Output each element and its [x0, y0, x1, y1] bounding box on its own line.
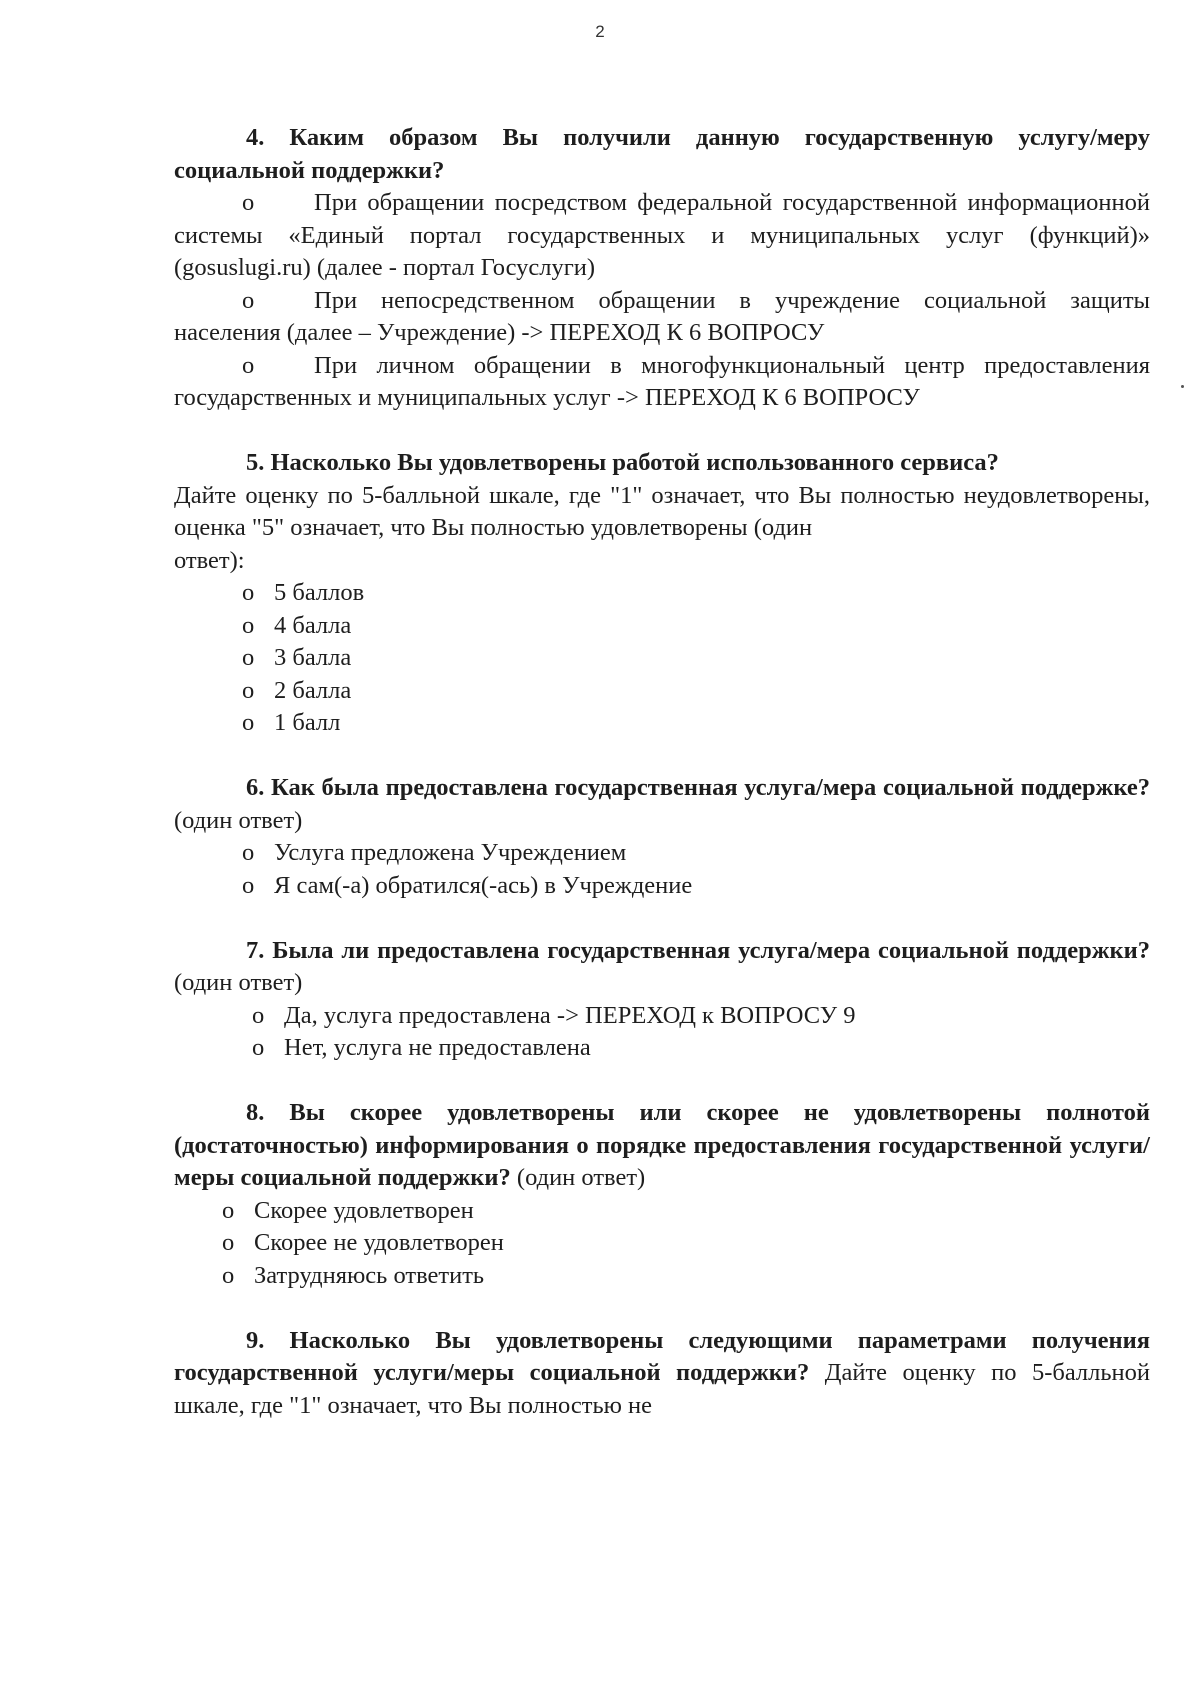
question-7 [174, 935, 1150, 1065]
radio-marker[interactable]: o [242, 839, 255, 866]
question-8-options [174, 1195, 1150, 1293]
list-item[interactable] [174, 577, 1150, 610]
list-item[interactable] [174, 707, 1150, 740]
option-text: Да, услуга предоставлена -> ПЕРЕХОД к ВОПРОСУ 9 [284, 1001, 856, 1029]
radio-marker[interactable]: o [222, 1196, 235, 1224]
option-text: 1 балл [274, 709, 341, 736]
list-item[interactable] [174, 1227, 1150, 1260]
list-item[interactable] [174, 1195, 1150, 1228]
radio-marker[interactable]: o [242, 871, 255, 899]
question-5-title: 5. Насколько Вы удовлетворены работой использованного сервиса? [246, 449, 999, 476]
list-item[interactable] [174, 1000, 1150, 1033]
list-item[interactable] [174, 610, 1150, 643]
list-item[interactable] [174, 675, 1150, 708]
radio-marker[interactable]: o [242, 644, 255, 671]
radio-marker[interactable]: o [242, 579, 255, 606]
list-item[interactable] [174, 1260, 1150, 1293]
option-text: При непосредственном обращении в учреждение социальной защиты населения (далее – Учреждение) -> ПЕРЕХОД К 6 ВОПРОСУ [174, 286, 1150, 346]
question-8-title: 8. Вы скорее удовлетворены или скорее не удовлетворены полнотой (достаточностью) информирования о порядке предоставления государственной услуги/меры социальной поддержки? (один ответ) [174, 1099, 1150, 1191]
option-text: 2 балла [274, 676, 352, 704]
question-4-option-3[interactable] [174, 350, 1150, 415]
radio-marker[interactable]: o [222, 1261, 235, 1289]
document-body [174, 122, 1150, 1422]
radio-marker[interactable]: o [242, 351, 255, 379]
radio-marker[interactable]: o [242, 611, 255, 639]
option-text: Нет, услуга не предоставлена [284, 1034, 591, 1061]
radio-marker[interactable]: o [242, 676, 255, 704]
page-number: 2 [595, 22, 605, 41]
radio-marker[interactable]: o [242, 189, 255, 216]
question-8-note: (один ответ) [516, 1164, 646, 1191]
option-text: 5 баллов [274, 579, 365, 606]
question-7-options [174, 1000, 1150, 1065]
question-6 [174, 772, 1150, 902]
option-text: При личном обращении в многофункциональный центр предоставления государственных и муниципальных услуг -> ПЕРЕХОД К 6 ВОПРОСУ [174, 351, 1150, 411]
question-6-options [174, 837, 1150, 902]
list-item[interactable] [174, 1032, 1150, 1065]
question-5-options [174, 577, 1150, 740]
radio-marker[interactable]: o [252, 1001, 265, 1029]
question-7-note: (один ответ) [174, 969, 303, 996]
question-6-note: (один ответ) [174, 806, 303, 834]
question-6-title: 6. Как была предоставлена государственная услуга/мера социальной поддержке? (один ответ) [174, 774, 1150, 834]
question-7-title: 7. Была ли предоставлена государственная услуга/мера социальной поддержки? (один ответ) [174, 936, 1150, 996]
option-text: 4 балла [274, 611, 352, 639]
question-9 [174, 1325, 1150, 1423]
question-9-instruction: Дайте оценку по 5-балльной шкале, где "1" означает, что Вы полностью не [174, 1359, 1151, 1419]
list-item[interactable] [174, 642, 1150, 675]
question-4-option-1[interactable] [174, 187, 1150, 285]
option-text: Я сам(-а) обратился(-ась) в Учреждение [274, 871, 693, 899]
option-text: Скорее не удовлетворен [254, 1229, 504, 1256]
question-5-instruction: Дайте оценку по 5-балльной шкале, где "1" означает, что Вы полностью неудовлетворены, оценка "5" означает, что Вы полностью удовлетворены (один [174, 481, 1150, 541]
list-item[interactable] [174, 870, 1150, 903]
radio-marker[interactable]: o [222, 1229, 235, 1256]
list-item[interactable] [174, 837, 1150, 870]
option-text: 3 балла [274, 644, 352, 671]
question-5 [174, 447, 1150, 740]
radio-marker[interactable]: o [242, 709, 255, 736]
question-4-title: 4. Каким образом Вы получили данную государственную услугу/меру социальной поддержки? [174, 124, 1150, 184]
scan-dot [1181, 385, 1184, 388]
question-4-option-2[interactable] [174, 285, 1150, 350]
option-text: При обращении посредством федеральной государственной информационной системы «Единый портал государственных и муниципальных услуг (функций)» (gosuslugi.ru) (далее - портал Госуслуги) [174, 189, 1150, 281]
option-text: Услуга предложена Учреждением [274, 839, 627, 866]
radio-marker[interactable]: o [242, 286, 255, 314]
question-9-title: 9. Насколько Вы удовлетворены следующими параметрами получения государственной услуги/меры социальной поддержки? Дайте оценку по 5-балльной шкале, где "1" означает, что Вы полностью не [174, 1326, 1151, 1419]
radio-marker[interactable]: o [252, 1034, 265, 1061]
option-text: Затрудняюсь ответить [254, 1261, 485, 1289]
option-text: Скорее удовлетворен [254, 1196, 474, 1224]
question-8 [174, 1097, 1150, 1292]
question-4 [174, 122, 1150, 415]
question-5-instruction-tail: ответ): [174, 546, 245, 574]
